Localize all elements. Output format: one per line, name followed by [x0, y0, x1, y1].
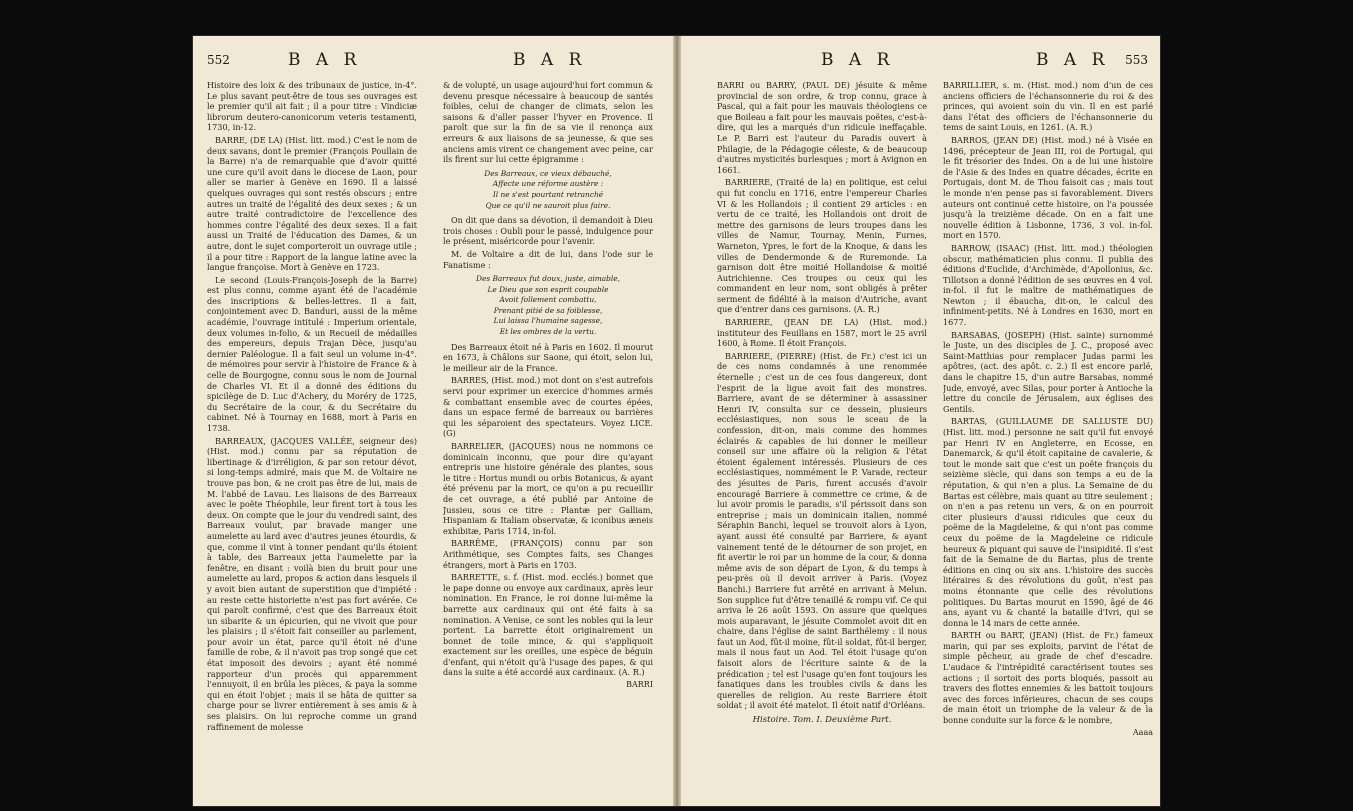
- left-running-head: [193, 50, 673, 72]
- paragraph: M. de Voltaire a dit de lui, dans l'ode sur le Fanatisme :: [443, 248, 653, 270]
- paragraph: BARRIERE, (PIERRE) (Hist. de Fr.) c'est ici un de ces noms condamnés à une renommée éternelle ; c'est un de ces fous dangereux, dont l'esprit de la ligue avoit fait des monstres. Barriere, avant de se déterminer à assassiner Henri IV, consulta sur ce dessein, plusieurs ecclésiastiques, non sous le sceau de la confession, dit-on, mais comme des hommes éclairés & capables de lui donner le meilleur conseil sur une affaire où la religion & l'état étoient également intéressés. Plusieurs de ces ecclésiastiques, nommément le P. Varade, recteur des jésuites de Paris, furent accusés d'avoir encouragé Barriere à commettre ce crime, & de lui avoir promis le paradis, s'il périssoit dans son entreprise ; mais un dominicain italien, nommé Séraphin Banchi, lequel se trouvoit alors à Lyon, ayant aussi été consulté par Barriere, & ayant vainement tenté de le détourner de son projet, en fit avertir le roi par un homme de la cour, & donna même avis de son départ de Lyon, & du temps à peu-près où il devoit arriver à Paris. (Voyez Banchi.) Barriere fut arrêté en arrivant à Melun. Son supplice fut d'être tenaillé & rompu vif. Ce qui arriva le 26 août 1593. On assure que quelques mois auparavant, le jésuite Commolet avoit dit en chaire, dans l'église de saint Barthélemy : il nous faut un Aod, fût-il moine, fût-il soldat, fût-il berger, mais il nous faut un Aod. Tel étoit l'usage qu'on faisoit alors de l'écriture sainte & de la prédication ; tel est l'usage qu'en font toujours les fanatiques dans les troubles civils & dans les querelles de religion. Au reste Barriere étoit soldat ; il avoit été matelot. Il étoit natif d'Orléans.: [717, 350, 927, 711]
- paragraph: On dit que dans sa dévotion, il demandoit à Dieu trois choses : Oubli pour le passé, indulgence pour le présent, miséricorde pour l'avenir.: [443, 215, 653, 247]
- paragraph: BARRETTE, s. f. (Hist. mod. ecclés.) bonnet que le pape donne ou envoye aux cardinaux, après leur nomination. En France, le roi donne lui-même la barrette aux cardinaux qui ont été faits à sa nomination. A Venise, ce sont les nobles qui la leur portent. La barrette étoit originairement un bonnet de toile mince, & qui s'appliquoit exactement sur les oreilles, une espèce de béguin d'enfant, qui n'étoit qu'à l'usage des papes, & qui dans la suite a été accordé aux cardinaux. (A. R.): [443, 572, 653, 678]
- left-column-1: [207, 80, 417, 796]
- paragraph: BARTH ou BART, (JEAN) (Hist. de Fr.) fameux marin, qui par ses exploits, parvint de l'état de simple pêcheur, au grade de chef d'escadre. L'audace & l'intrépidité caractérisent toutes ses actions ; il sortoit des ports bloqués, passoit au travers des flottes ennemies & les battoit toujours avec des forces inférieures, chacun de ses coups de main étoit un triomphe de la valeur & de la bonne conduite sur la force & le nombre,: [943, 630, 1153, 726]
- right-heading-1: B A R: [821, 50, 895, 70]
- ode-verse: [443, 274, 653, 338]
- paragraph: BARRES, (Hist. mod.) mot dont on s'est autrefois servi pour exprimer un exercice d'hommes armés & combattant ensemble avec de courtes épées, dans un espace fermé de barreaux ou barrières qui les séparoient des spectateurs. Voyez LICE. (G): [443, 375, 653, 439]
- right-column-1: [717, 80, 927, 796]
- verse-line: Prenant pitié de sa foiblesse,: [493, 305, 603, 315]
- verse-line: Que ce qu'il ne sauroit plus faire.: [485, 200, 611, 210]
- paragraph: BARROW, (ISAAC) (Hist. litt. mod.) théologien obscur, mathématicien plus connu. Il publia des éditions d'Euclide, d'Archimède, d'Apollonius, &c. Tillotson a donné l'édition de ses œuvres en 4 vol. in-fol. il fut le maître de mathématiques de Newton ; il ébaucha, dit-on, le calcul des infiniment-petits. Né à Londres en 1630, mort en 1677.: [943, 242, 1153, 328]
- right-running-head: [681, 50, 1160, 72]
- right-page: [681, 36, 1160, 806]
- paragraph: BARREAUX, (JACQUES VALLÉE, seigneur des) (Hist. mod.) connu par sa réputation de libertinage & d'irréligion, & par son retour dévot, si long-temps admiré, mais que M. de Voltaire ne trouve pas bon, & ne croit pas être de lui, mais de M. l'abbé de Lavau. Les liaisons de des Barreaux avec le poëte Théophile, leur firent tort à tous les deux. On compte que le jour du vendredi saint, des Barreaux voulut, par bravade manger une aumelette au lard avec d'autres jeunes étourdis, & que, comme il vint à tonner pendant qu'ils étoient à table, des Barreaux jetta l'aumelette par la fenêtre, en disant : voilà bien du bruit pour une aumelette au lard, propos & action dans lesquels il y avoit bien autant de superstition que d'impiété : au reste cette historiette n'est pas fort avérée. Ce qui paroît confirmé, c'est que des Barreaux étoit un sibarite & un épicurien, qui ne vivoit que pour les plaisirs ; il s'étoit fait conseiller au parlement, pour avoir un état, parce qu'il étoit né d'une famille de robe, & il n'avoit pas trop songé que cet état imposoit des devoirs ; ayant été nommé rapporteur d'un procès qui apparemment l'ennuyoit, il en brûla les pièces, & paya la somme qui en étoit l'objet ; mais il se hâta de quitter sa charge pour se livrer entièrement à ses amis & à ses plaisirs. On lui reproche comme un grand raffinement de molesse: [207, 435, 417, 732]
- epigram-verse: [443, 169, 653, 211]
- right-page-number: 553: [1125, 53, 1148, 67]
- verse-line: Des Barreaux, ce vieux débauché,: [484, 168, 612, 178]
- paragraph: Le second (Louis-François-Joseph de la Barre) est plus connu, comme ayant été de l'académie des inscriptions & belles-lettres. Il a fait, conjointement avec D. Banduri, aussi de la même académie, l'ouvrage intitulé : Imperium orientale, deux volumes in-folio, & un Recueil de médailles des empereurs, depuis Trajan Dèce, jusqu'au dernier Paléologue. Il a fait seul un volume in-4°. de mémoires pour servir à l'histoire de France & à celle de Bourgogne, connu sous le nom de Journal de Charles VI. Et il a donné des éditions du spicilège de D. Luc d'Achery, du Moréry de 1725, du Secrétaire de la cour, & du Secrétaire du cabinet. Né à Tournay en 1688, mort à Paris en 1738.: [207, 274, 417, 433]
- volume-footer: Histoire. Tom. I. Deuxième Part.: [752, 715, 892, 726]
- paragraph: BARRELIER, (JACQUES) nous ne nommons ce dominicain inconnu, que pour dire qu'ayant entrepris une histoire générale des plantes, sous le titre : Hortus mundi ou orbis Botanicus, & ayant été prévenu par la mort, ce qu'on a pu recueillir de cet ouvrage, a été publié par Antoine de Jussieu, sous ce titre : Plantæ per Galliam, Hispaniam & Italiam observatæ, & iconibus æneis exhibitæ, Paris 1714, in-fol.: [443, 441, 653, 536]
- paragraph: BARRIERE, (JEAN DE LA) (Hist. mod.) instituteur des Feuillans en 1587, mort le 25 avril 1600, à Rome. Il étoit François.: [717, 317, 927, 349]
- verse-line: Des Barreaux fut doux, juste, aimable,: [476, 274, 620, 284]
- verse-line: Avoit follement combattu,: [499, 295, 597, 305]
- paragraph: Histoire des loix & des tribunaux de justice, in-4°. Le plus savant peut-être de tous ses ouvrages est le premier qu'il ait fait ; il a pour titre : Vindiciæ librorum deutero-canonicorum veteris testamenti, 1730, in-12.: [207, 80, 417, 133]
- paragraph: BARRIERE, (Traité de la) en politique, est celui qui fut conclu en 1716, entre l'empereur Charles VI & les Hollandois ; il contient 29 articles : en vertu de ce traité, les Hollandois ont droit de mettre des garnisons de leurs troupes dans les villes de Namur, Tournay, Menin, Furnes, Warneton, Ypres, le fort de la Knoque, & dans les villes de Dendermonde & de Ruremonde. La garnison doit être moitié Hollandoise & moitié Autrichienne. Ces troupes ou ceux qui les commandent en leur nom, sont obligés à prêter serment de fidélité à la maison d'Autriche, avant que d'entrer dans ces garnisons. (A. R.): [717, 177, 927, 315]
- right-heading-2: B A R: [1036, 50, 1110, 70]
- paragraph: & de volupté, un usage aujourd'hui fort commun & devenu presque nécessaire à beaucoup de santés foibles, celui de changer de climats, selon les saisons & d'aller passer l'hyver en Provence. Il paroît que sur la fin de sa vie il renonça aux erreurs & aux liaisons de sa jeunesse, & que ses anciens amis virent ce changement avec peine, car ils firent sur lui cette épigramme :: [443, 80, 653, 165]
- paragraph: BARRÊME, (FRANÇOIS) connu par son Arithmétique, ses Comptes faits, ses Changes étrangers, mort à Paris en 1703.: [443, 538, 653, 570]
- paragraph: BARRI ou BARRY, (PAUL DE) jésuite & même provincial de son ordre, & trop connu, grace à Pascal, qui a fait pour les mauvais théologiens ce que Boileau a fait pour les mauvais poëtes, c'est-à-dire, qui les a marqués d'un ridicule ineffaçable. Le P. Barri est l'auteur du Paradis ouvert à Philagie, de la Pédagogie céleste, & de beaucoup d'autres mysticités burlesques ; mort à Avignon en 1661.: [717, 80, 927, 175]
- left-heading-1: B A R: [288, 50, 362, 70]
- signature-mark: Aaaa: [1132, 727, 1153, 737]
- right-column-2: [943, 80, 1153, 796]
- book-gutter: [673, 36, 681, 806]
- left-page: [193, 36, 673, 806]
- paragraph: Des Barreaux étoit né à Paris en 1602. Il mourut en 1673, à Châlons sur Saone, qui étoit, selon lui, le meilleur air de la France.: [443, 341, 653, 373]
- verse-line: Le Dieu que son esprit coupable: [487, 284, 609, 294]
- left-column-2: [443, 80, 653, 796]
- verse-line: Lui laissa l'humaine sagesse,: [493, 316, 603, 326]
- left-page-number: 552: [207, 53, 230, 67]
- verse-line: Il ne s'est pourtant retranché: [492, 189, 604, 199]
- verse-line: Affecte une réforme austère :: [492, 179, 604, 189]
- paragraph: BARRILLIER, s. m. (Hist. mod.) nom d'un de ces anciens officiers de l'échansonnerie du roi & des princes, qui avoient soin du vin. Il en est parlé dans l'état des officiers de l'échansonnerie du tems de saint Louis, en 1261. (A. R.): [943, 80, 1153, 133]
- catchword: BARRI: [626, 680, 653, 690]
- left-heading-2: B A R: [513, 50, 587, 70]
- paragraph: BARROS, (JEAN DE) (Hist. mod.) né à Visée en 1496, précepteur de Jean III, roi de Portugal, qui le fit trésorier des Indes. On a de lui une histoire de l'Asie & des Indes en quatre décades, écrite en Portugais, dont M. de Thou faisoit cas ; mais tout le monde n'en pense pas si favorablement. Divers auteurs ont continué cette histoire, on l'a poussée jusqu'à la treizième décade. On en a fait une nouvelle édition à Lisbonne, 1736, 3 vol. in-fol. mort en 1570.: [943, 134, 1153, 241]
- paragraph: BARTAS, (GUILLAUME DE SALLUSTE DU) (Hist. litt. mod.) personne ne sait qu'il fut envoyé par Henri IV en Angleterre, en Ecosse, en Danemarck, & qu'il étoit capitaine de cavalerie, & tout le monde sait que c'est un poëte françois du seizième siècle, qui dans son temps a eu de la réputation, & qui n'en a plus. La Semaine de du Bartas est célèbre, mais quant au titre seulement ; on n'en a pas retenu un vers, & on en pourroit citer plusieurs d'aussi ridicules que ceux du poëme de la Magdeleine, & qui n'ont pas comme ceux du poëme de la Magdeleine ce ridicule heureux & piquant qui sauve de l'insipidité. Il s'est fait de la Semaine de du Bartas, plus de trente éditions en cinq ou six ans. L'histoire des succès litéraires & des révolutions du goût, n'est pas moins étonnante que celle des révolutions politiques. Du Bartas mourut en 1590, âgé de 46 ans, ayant vu & chanté la bataille d'Ivri, qui se donna le 14 mars de cette année.: [943, 416, 1153, 628]
- paragraph: BARRE, (DE LA) (Hist. litt. mod.) C'est le nom de deux savans, dont le premier (François Poullain de la Barre) n'a de remarquable que d'avoir quitté une cure qu'il avoit dans le diocese de Laon, pour aller se marier à Genève en 1690. Il a laissé quelques ouvrages qui sont restés obscurs ; entre autres un traité de l'égalité des deux sexes ; & un autre traité contradictoire de l'excellence des hommes contre l'égalité des deux sexes. Il a fait aussi un Traité de l'éducation des Dames, & un autre, dont le sujet comporteroit un ouvrage utile ; il a pour titre : Rapport de la langue latine avec la langue françoise. Mort à Genève en 1723.: [207, 134, 417, 273]
- verse-line: Et les ombres de la vertu.: [499, 327, 597, 337]
- book-spread: [193, 36, 1160, 806]
- paragraph: BARSABAS, (JOSEPH) (Hist. sainte) surnommé le Juste, un des disciples de J. C., proposé avec Saint-Matthias pour remplacer Judas parmi les apôtres, (act. des apôt. c. 2.) Il est encore parlé, dans le chapitre 15, d'un autre Barsabas, nommé Jude, envoyé, avec Silas, pour porter à Antioche la lettre du concile de Jérusalem, aux églises des Gentils.: [943, 329, 1153, 414]
